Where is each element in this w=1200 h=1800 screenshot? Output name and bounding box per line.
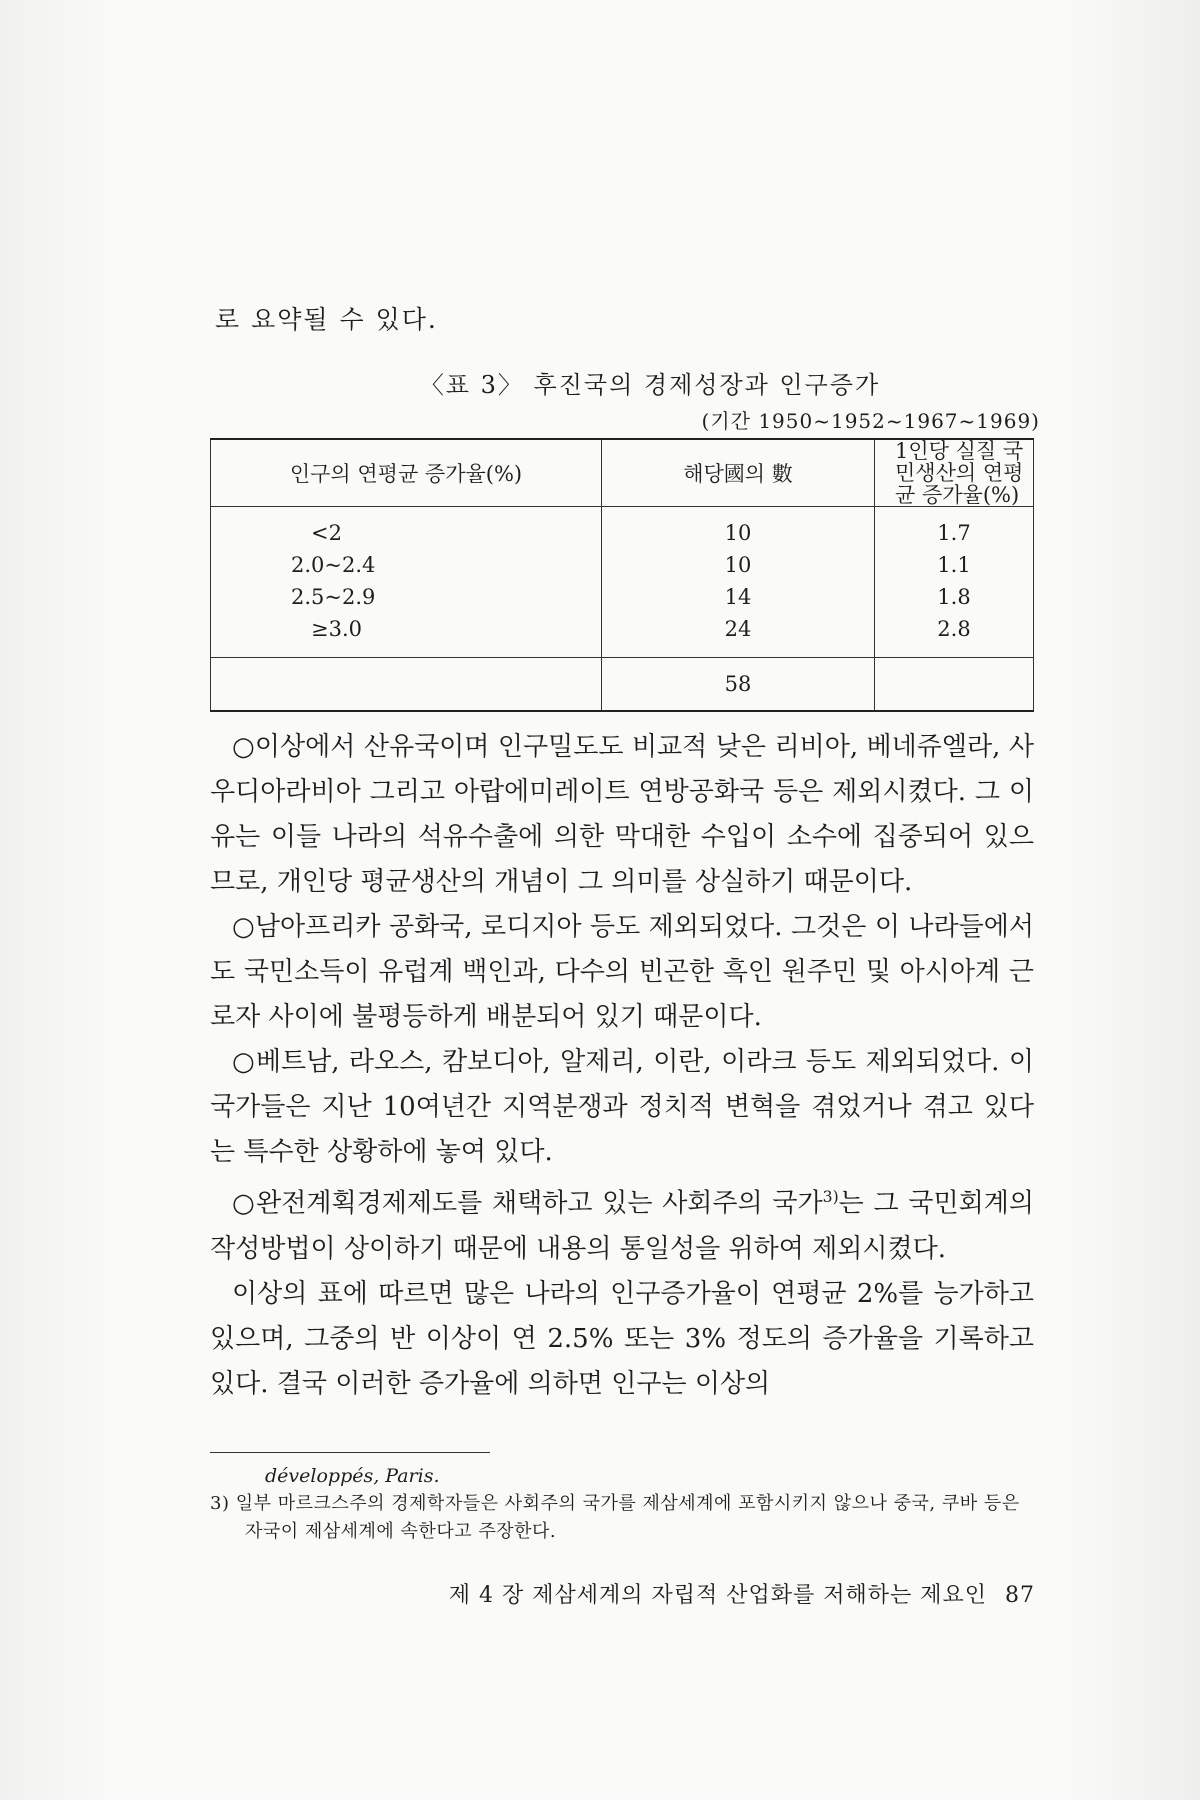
cell-country-count: 24 (602, 613, 875, 658)
table-title (0, 365, 1200, 400)
cell-country-count: 10 (602, 549, 875, 581)
table-row (211, 613, 1034, 658)
cell-growth-range: <2 (211, 507, 602, 550)
paragraph-oil-states: ○이상에서 산유국이며 인구밀도도 비교적 낮은 리비아, 베네쥬엘라, 사우디아라비아 그리고 아랍에미레이트 연방공화국 등은 제외시켰다. 그 이유는 이들 나라의 석유수출에 의한 막대한 수입이 소수에 집중되어 있으므로, 개인당 평균생산의 개념이 그 의미를 상실하기 때문이다. (210, 732, 1034, 897)
paragraph-socialist-b: 는 그 국민회계의 작성방법이 상이하기 때문에 내용의 통일성을 위하여 제외시켰다. (210, 1188, 1034, 1264)
table-row (211, 549, 1034, 581)
table-total-row (211, 658, 1034, 712)
cell-gnp-growth: 2.8 (875, 613, 1034, 658)
header-gnp-growth: 1인당 실질 국민생산의 연평균 증가율(%) (875, 439, 1034, 507)
running-footer (449, 1578, 1035, 1609)
header-population-growth: 인구의 연평균 증가율(%) (211, 439, 602, 507)
footnote-ref-3[interactable]: 3) (822, 1188, 839, 1206)
footnotes (210, 1462, 1034, 1546)
table-header-row (211, 439, 1034, 507)
paragraph-summary: 이상의 표에 따르면 많은 나라의 인구증가율이 연평균 2%를 능가하고 있으며, 그중의 반 이상이 연 2.5% 또는 3% 정도의 증가율을 기록하고 있다. 결국 이러한 증가율에 의하면 인구는 이상의 (210, 1278, 1034, 1399)
table-row (211, 507, 1034, 550)
intro-line: 로 요약될 수 있다. (215, 305, 438, 334)
paragraph-socialist-a: ○완전계획경제제도를 채택하고 있는 사회주의 국가 (232, 1188, 823, 1219)
cell-total-empty (211, 658, 602, 712)
body-text (210, 725, 1034, 1407)
table-row (211, 581, 1034, 613)
cell-gnp-growth: 1.1 (875, 549, 1034, 581)
cell-gnp-growth: 1.8 (875, 581, 1034, 613)
table-title-text: 〈표 3〉 후진국의 경제성장과 인구증가 (419, 371, 881, 399)
paragraph-south-africa: ○남아프리카 공화국, 로디지아 등도 제외되었다. 그것은 이 나라들에서도 국민소득이 유럽계 백인과, 다수의 빈곤한 흑인 원주민 및 아시아계 근로자 사이에 불평등하게 배분되어 있기 때문이다. (210, 912, 1034, 1032)
cell-total-empty (875, 658, 1034, 712)
footnote-3: 3) 일부 마르크스주의 경제학자들은 사회주의 국가를 제삼세계에 포함시키지 않으나 중국, 쿠바 등은 자국이 제삼세계에 속한다고 주장한다. (210, 1493, 1020, 1542)
paragraph-indochina: ○베트남, 라오스, 캄보디아, 알제리, 이란, 이라크 등도 제외되었다. 이 국가들은 지난 10여년간 지역분쟁과 정치적 변혁을 겪었거나 겪고 있다는 특수한 상황하에 놓여 있다. (210, 1047, 1034, 1167)
paragraph-socialist (210, 1175, 1034, 1272)
cell-growth-range: 2.0~2.4 (211, 549, 602, 581)
cell-growth-range: ≥3.0 (211, 613, 602, 658)
page-number: 87 (1005, 1583, 1035, 1608)
header-country-count: 해당國의 數 (602, 439, 875, 507)
cell-total-count: 58 (602, 658, 875, 712)
footnote-continuation: développés, Paris. (265, 1465, 440, 1487)
cell-growth-range: 2.5~2.9 (211, 581, 602, 613)
cell-country-count: 10 (602, 507, 875, 550)
table-period: (기간 1950~1952~1967~1969) (701, 409, 1040, 433)
cell-country-count: 14 (602, 581, 875, 613)
growth-population-table (210, 438, 1034, 712)
chapter-title: 제 4 장 제삼세계의 자립적 산업화를 저해하는 제요인 (448, 1583, 987, 1608)
cell-gnp-growth: 1.7 (875, 507, 1034, 550)
footnote-divider (210, 1452, 490, 1453)
